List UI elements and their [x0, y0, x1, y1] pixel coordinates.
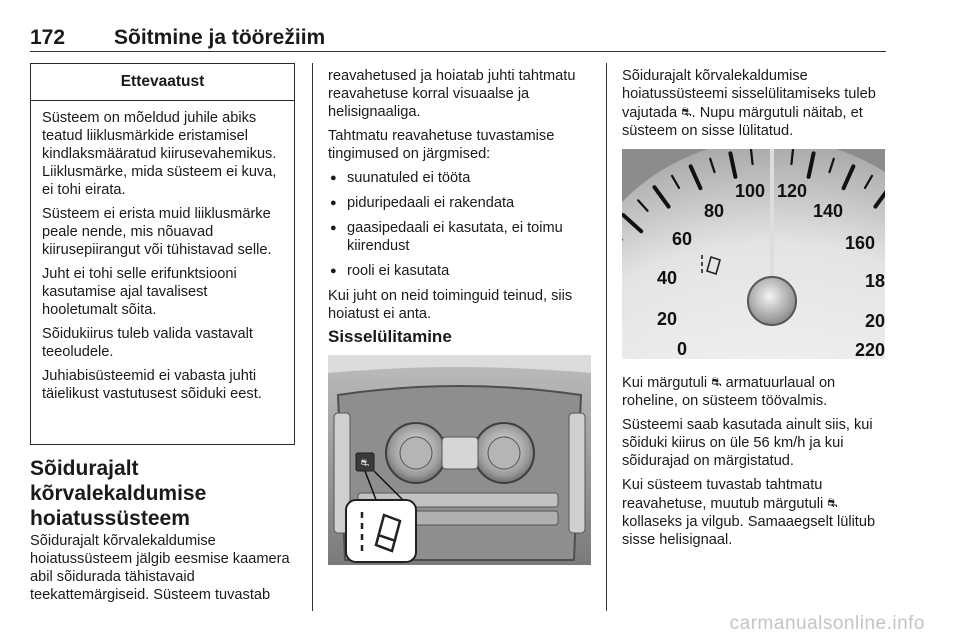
speedometer-label: 60: [671, 229, 693, 249]
column-2-text: [328, 67, 594, 329]
continuation-text: reavahetused ja hoiatab juhti tahtmatu reavahetuse korral visuaalse ja helisignaaliga.: [328, 68, 576, 120]
warning-box: [30, 63, 295, 445]
lane-departure-icon: ⛐: [681, 105, 692, 119]
warning-paragraph: Süsteem ei erista muid liiklusmärke peale nende, mis nõuavad kiirusepiirangut või tühistavad selle.: [42, 206, 272, 258]
page-number: 172: [30, 26, 66, 49]
speedometer-svg: [622, 149, 885, 359]
column-divider: [606, 63, 607, 611]
speedometer-label: 18: [864, 271, 885, 291]
section-intro-block: [30, 532, 300, 610]
list-item: ● rooli ei kasutata: [328, 262, 594, 280]
speedometer-label: 80: [703, 201, 725, 221]
section-heading: Sõidurajalt kõrvalekaldumise hoiatussüsteem: [30, 457, 207, 530]
indicator-text-end: armatuurlaual on roheline, on süsteem töövalmis.: [622, 375, 836, 409]
speedometer-label: 40: [656, 268, 678, 288]
page-title: Sõitmine ja töörežiim: [114, 26, 326, 49]
speedometer-label: 120: [776, 181, 808, 201]
warning-behavior-start: Kui süsteem tuvastab tahtmatu reavahetuse, muutub märgutuli: [622, 477, 824, 512]
warning-body: [31, 101, 294, 403]
list-item: ● suunatuled ei tööta: [328, 169, 594, 187]
column-3-text: [622, 67, 888, 146]
indicator-text-start: Kui märgutuli: [622, 375, 708, 391]
warning-paragraph: Sõidukiirus tuleb valida vastavalt teeoludele.: [42, 326, 253, 360]
subheading-activation: Sisselülitamine: [328, 327, 452, 346]
svg-text:⛐: ⛐: [360, 458, 370, 469]
dashboard-button-illustration: [328, 355, 591, 565]
warning-behavior-end: kollaseks ja vilgub. Samaaegselt lülitub sisse helisignaal.: [622, 514, 876, 548]
warning-paragraph: Süsteem on mõeldud juhile abiks teatud liiklusmärkide eristamisel kindlaksmääratud kiirusevahemikus. Liiklusmärke, mida süsteem ei kuva, ei tohi eirata.: [42, 110, 277, 198]
conditions-list: [328, 169, 594, 280]
warning-paragraph: Juht ei tohi selle erifunktsiooni kasutamise ajal tavalisest hooletumalt sõita.: [42, 266, 237, 318]
list-item: ● piduripedaali ei rakendata: [328, 194, 594, 212]
activation-text-end: . Nupu märgutuli näitab, et süsteem on sisse lülitatud.: [622, 105, 863, 139]
column-3-bottom-text: [622, 373, 888, 555]
section-intro: Sõidurajalt kõrvalekaldumise hoiatussüsteem jälgib eesmise kaamera abil sõidurada tähistavaid teekattemärgiseid. Süsteem tuvastab: [30, 533, 290, 603]
activation-text-start: Sõidurajalt kõrvalekaldumise hoiatussüsteemi sisselülitamiseks tuleb vajutada: [622, 68, 876, 121]
warning-behavior-paragraph: [622, 476, 888, 549]
activation-paragraph: [622, 67, 888, 140]
page-header: [30, 26, 886, 50]
watermark: carmanualsonline.info: [729, 613, 925, 634]
list-item: ● gaasipedaali ei kasutata, ei toimu kiirendust: [328, 219, 594, 255]
speed-condition-paragraph: Süsteemi saab kasutada ainult siis, kui sõiduki kiirus on üle 56 km/h ja kui sõidurajad on märgistatud.: [622, 417, 873, 469]
speedometer-label: 20: [656, 309, 678, 329]
speedometer-tick: [791, 150, 792, 164]
after-bullets-text: Kui juht on neid toiminguid teinud, siis hoiatust ei anta.: [328, 288, 573, 322]
indicator-paragraph: [622, 373, 888, 410]
column-divider: [312, 63, 313, 611]
speedometer-label: 20: [864, 311, 885, 331]
speedometer-label: 140: [812, 201, 844, 221]
lane-departure-icon: ⛐: [827, 496, 838, 510]
speedometer-label: 100: [734, 181, 766, 201]
dashboard-svg: [328, 355, 591, 565]
speedometer-tick: [751, 150, 752, 164]
header-divider: [30, 51, 886, 52]
speedometer-illustration: [622, 149, 885, 359]
lane-departure-icon: ⛐: [711, 375, 722, 389]
speedometer-label: 220: [854, 340, 885, 359]
warning-paragraph: Juhiabisüsteemid ei vabasta juhti täielikust vastutusest sõiduki eest.: [42, 368, 262, 402]
speedometer-label: 0: [676, 339, 688, 359]
warning-title: Ettevaatust: [31, 64, 294, 101]
conditions-intro: Tahtmatu reavahetuse tuvastamise tingimused on järgmised:: [328, 128, 555, 162]
speedometer-label: 160: [844, 233, 876, 253]
